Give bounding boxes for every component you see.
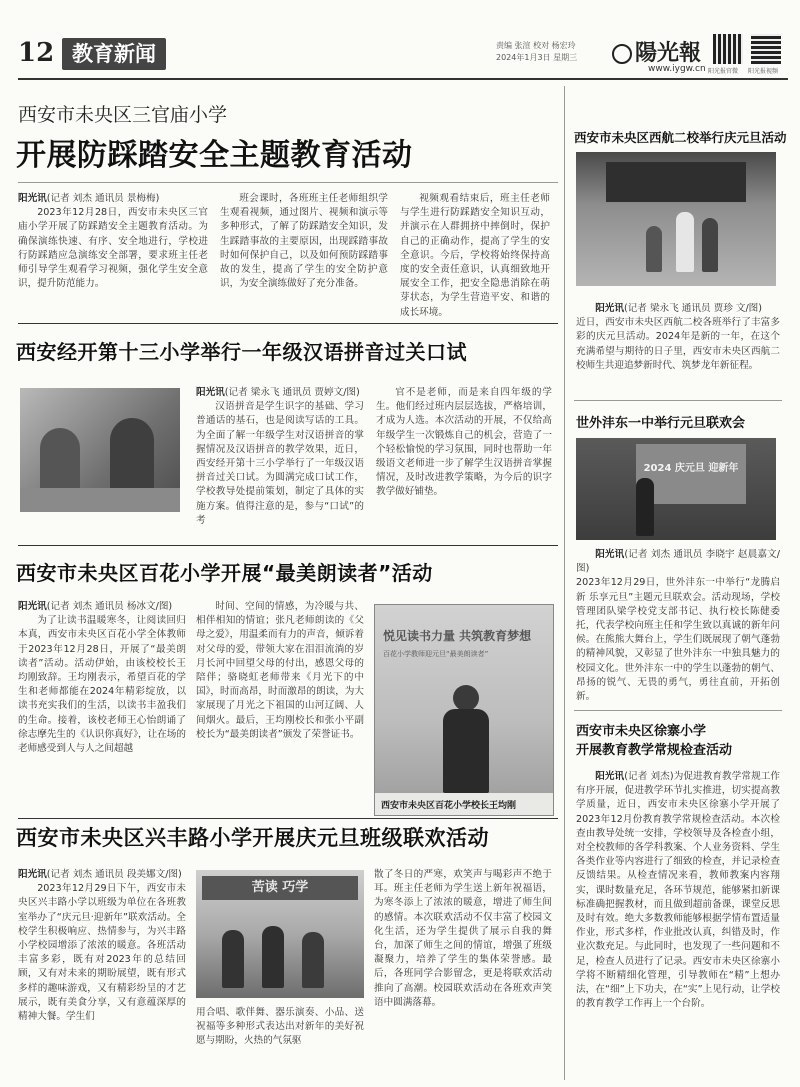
side1-body	[576, 302, 780, 394]
page-header	[18, 34, 788, 74]
article2-text-2: 官不是老师，而是来自四年级的学生。他们经过班内层层选拔，严格培训，才成为人选。本次活动的开展，不仅给高年级学生一次锻炼自己的机会，营造了一个轻松愉悦的学习氛围，同时也帮助一年级语文老师进一步了解学生汉语拼音掌握情况，及时改进教学策略，为今后的识字教学做好铺垫。	[376, 387, 552, 498]
article2-col2	[376, 386, 552, 532]
article4-col3	[374, 868, 552, 1078]
side3-text: 为促进教育教学常规工作有序开展，促进教学环节扎实推进，切实提高教学质量，近日，西安市未央区徐寨小学开展了2023年12月份教育教学常规检查活动。本次检查由教导处统一安排，学校领导及各检查小组，对全校教师的各学科教案、个人业务资料、学生各类作业等内容进行了细致的检查，并记录检查反馈结果。从检查情况来看，教师教案内容翔实，课时数量充足，各环节规范，能够紧扣新课标准确把握教材，而且做到超前备课，课堂反思及时有效。绝大多数教师能够根据学情布置适量作业，形式多样，作业批改认真，纠错及时，作业次数充足。与此同时，也发现了一些问题和不足，检查人员进行了记录。西安市未央区徐寨小学将不断精细化管理，引导教师在“精”上想办法，在“细”上下功夫，在“实”上见行动，让学校的教育教学工作再上一个台阶。	[576, 771, 781, 1010]
speaker-body	[443, 709, 489, 793]
article3-text-1: 为了让读书温暖寒冬，让阅读回归本真，西安市未央区百花小学全体教师于2023年12月28日，开展了“最美朗读者”活动。活动伊始，由该校校长王均刚致辞。王均刚表示，希望百花的学生和老师都能在2024年精彩绽放，以读书充实我们的生活，以读书丰盈我们的生命。接着，该校老师王心怡朗诵了徐志摩先生的《认识你真好》，让在场的老师感受到人与人之间超越	[18, 615, 186, 755]
student-figure	[676, 212, 694, 272]
speaker-figure	[453, 685, 479, 711]
side2-text: 2023年12月29日，世外沣东一中举行“龙腾启新 乐享元旦”主题元旦联欢会。活动现场，学校管理团队梁学校党支部书记、执行校长陈健委托，代表学校向班主任和学生致以真诚的新年问候。在熊熊大舞台上，学生们既展现了朝气蓬勃的精神风貌，又彰显了世外沣东一中独具魅力的校园文化。世外沣东一中的学生以蓬勃的朝气、昂扬的锐气、无畏的勇气，勇往直前，开拓创新。	[576, 577, 780, 703]
byline: 阳光讯	[18, 601, 47, 612]
side3-body	[576, 770, 780, 1080]
side3-title-line1: 西安市未央区徐寨小学	[576, 724, 707, 739]
sun-icon	[612, 44, 632, 64]
sign-text: 苦读 巧学	[251, 880, 309, 895]
article1-col2	[220, 192, 388, 312]
blackboard	[606, 162, 746, 202]
section-tab	[62, 38, 166, 70]
qr-code-icon	[713, 34, 743, 64]
masthead-title: 陽光報	[635, 40, 702, 66]
student-figure	[646, 226, 662, 272]
editors-line: 责编 张渲 校对 杨宏玲	[496, 41, 576, 50]
side2-title: 世外沣东一中举行元旦联欢会	[576, 416, 746, 431]
section-title: 教育新闻	[72, 42, 156, 66]
article1-text-3: 视频观看结束后，班主任老师与学生进行防踩踏安全知识互动，并演示在人群拥挤中摔倒时，保护自己的正确动作，提高了学生的安全意识。今后，学校将始终保持高度的安全责任意识，认真细致地开展安全工作，把安全隐患消除在萌芽状态，为学生营造平安、和谐的成长环境。	[400, 193, 550, 318]
student-figure	[702, 218, 718, 272]
side3-title	[576, 722, 732, 760]
page-number: 12	[18, 38, 55, 68]
article4-col2	[196, 1006, 364, 1080]
byline-note: (记者 刘杰)	[624, 771, 674, 782]
article1-text-2: 班会课时，各班班主任老师组织学生观看视频，通过图片、视频和演示等多种形式，了解了防踩踏安全知识，发生踩踏事故的主要原因，出现踩踏事故时如何保护自己，以及如何预防踩踏事故的发生，提高了学生的安全防护意识，为安全演练做好了充分准备。	[220, 193, 388, 290]
article4-col1	[18, 868, 186, 1078]
divider	[18, 545, 558, 546]
byline: 阳光讯	[196, 387, 225, 398]
student-figure	[262, 926, 284, 988]
side2-body	[576, 548, 780, 726]
host-figure	[636, 478, 654, 536]
photo-banner-text: 百花小学教师迎元旦“最美朗读者”	[383, 650, 489, 658]
side2-photo	[576, 438, 776, 540]
byline-note: (记者 梁永飞 通讯员 贾珍 文/图)	[623, 303, 763, 314]
student-figure	[302, 932, 324, 988]
byline-note: (记者 刘杰 通讯员 段美娜文/图)	[46, 869, 182, 880]
article2-title: 西安经开第十三小学举行一年级汉语拼音过关口试	[16, 340, 467, 364]
byline: 阳光讯	[18, 193, 47, 204]
student-figure	[222, 930, 244, 988]
article1-col3	[400, 192, 550, 318]
article4-text-2: 用合唱、歌伴舞、器乐演奏、小品、送祝福等多种形式表达出对新年的美好祝愿与期盼，火热的气氛驱	[196, 1007, 364, 1047]
masthead-logo	[612, 36, 701, 67]
side1-text: 近日，西安市未央区西航二校各班举行了丰富多彩的庆元旦活动。2024年是新的一年，在这个充满希望与期待的日子里，西安市未央区西航二校师生共迎追梦新时代、筑梦龙年新征程。	[576, 317, 780, 371]
article4-text-1: 2023年12月29日下午，西安市未央区兴丰路小学以班级为单位在各班教室举办了“庆元旦·迎新年”联欢活动。全校学生积极响应、热情参与，为兴丰路小学校园增添了浓浓的暖意。各班活动丰富多彩，既有对2023年的总结回顾，又有对未来的期盼展望，既有形式多样的趣味游戏，又有精彩纷呈的才艺展示，既有美食分享，又有意蕴深厚的精神大餐。学生们	[18, 883, 186, 1023]
photo-banner-text: 悦见读书力量 共筑教育梦想	[383, 629, 532, 643]
article3-title: 西安市未央区百花小学开展“最美朗读者”活动	[16, 561, 433, 585]
header-divider	[18, 78, 788, 80]
byline-note: (记者 刘杰 通讯员 杨冰文/图)	[46, 601, 173, 612]
divider	[18, 182, 558, 183]
article1-kicker: 西安市未央区三官庙小学	[18, 104, 228, 126]
byline-note: (记者 刘杰 通讯员 景梅梅)	[46, 193, 160, 204]
article4-text-3: 散了冬日的严寒，欢笑声与喝彩声不绝于耳。班主任老师为学生送上新年祝福语，为寒冬添上了浓浓的暖意，增进了师生间的感情。本次联欢活动不仅丰富了校园文化生活，还为学生提供了展示自我的舞台，加深了师生之间的情谊，增强了班级凝聚力，培养了学生的集体荣誉感。最后，各班同学合影留念，更是将联欢活动推向了高潮。校园联欢活动在各班欢声笑语中圆满落幕。	[374, 869, 552, 1008]
student-figure	[110, 418, 154, 498]
date-line: 2024年1月3日 星期三	[496, 53, 578, 62]
side1-title: 西安市未央区西航二校举行庆元旦活动	[574, 130, 787, 145]
divider	[18, 323, 558, 324]
article4-title: 西安市未央区兴丰路小学开展庆元旦班级联欢活动	[16, 826, 489, 850]
divider	[18, 818, 558, 819]
article3-col1	[18, 600, 186, 808]
qr-code-icon	[751, 34, 781, 64]
column-divider	[564, 86, 565, 1080]
article3-photo	[374, 604, 554, 816]
qr2-label: 阳光报视频	[748, 68, 779, 75]
desk	[20, 488, 180, 512]
article1-col1	[18, 192, 208, 312]
article1-title: 开展防踩踏安全主题教育活动	[16, 138, 413, 173]
divider	[574, 710, 782, 711]
article1-text-1: 2023年12月28日，西安市未央区三官庙小学开展了防踩踏安全主题教育活动。为确保演练快速、有序、安全地进行，学校进行防踩踏应急演练安全部署，要求班主任老师引导学生观看学习视频，强化学生安全意识，提升防范能力。	[18, 207, 208, 290]
article3-text-2: 时间、空间的情感，为冷暖与共、相伴相知的情谊；张凡老师朗读的《父母之爱》，用温柔而有力的声音，倾诉着对父母的爱，带领大家在泪泪流淌的岁月长河中回望父母的付出，感恩父母的陪伴；骆晓虹老师带来《月光下的中国》，时而高昂，时而激昂的朗读，为大家展现了月光之下祖国的山河辽阔、人间烟火。最后，王均刚校长和张小平副校长为“最美朗读者”颁发了荣誉证书。	[196, 601, 364, 740]
byline-note: (记者 梁永飞 通讯员 贾婷文/图)	[224, 387, 360, 398]
article2-text-1: 汉语拼音是学生识字的基础、学习普通话的基石，也是阅读写话的工具。为全面了解一年级学生对汉语拼音的掌握情况及汉语拼音的教学效果，近日，西安经开第十三小学举行了一年级汉语拼音过关口试。为圆满完成口试工作，学校教导处提前策划，制定了具体的实施方案。值得注意的是，参与“口试”的考	[196, 401, 364, 526]
article3-col2	[196, 600, 364, 808]
byline: 阳光讯	[595, 549, 625, 560]
article4-photo	[196, 870, 364, 998]
byline: 阳光讯	[18, 869, 47, 880]
side1-photo	[576, 152, 776, 286]
screen-text: 2024 庆元旦 迎新年	[643, 463, 739, 474]
article2-photo	[20, 388, 180, 512]
byline: 阳光讯	[595, 303, 624, 314]
divider	[574, 400, 782, 401]
qr1-label: 阳光报官微	[708, 68, 739, 75]
byline: 阳光讯	[595, 771, 625, 782]
side3-title-line2: 开展教育教学常规检查活动	[576, 743, 733, 758]
website: www.iygw.cn	[648, 64, 706, 74]
photo-caption: 西安市未央区百花小学校长王均刚	[381, 801, 517, 811]
article2-col1	[196, 386, 364, 532]
byline-note: (记者 刘杰 通讯员 李晓宇 赵晨嘉文/图)	[576, 549, 780, 575]
classroom-sign	[202, 876, 358, 900]
header-info	[496, 40, 577, 64]
